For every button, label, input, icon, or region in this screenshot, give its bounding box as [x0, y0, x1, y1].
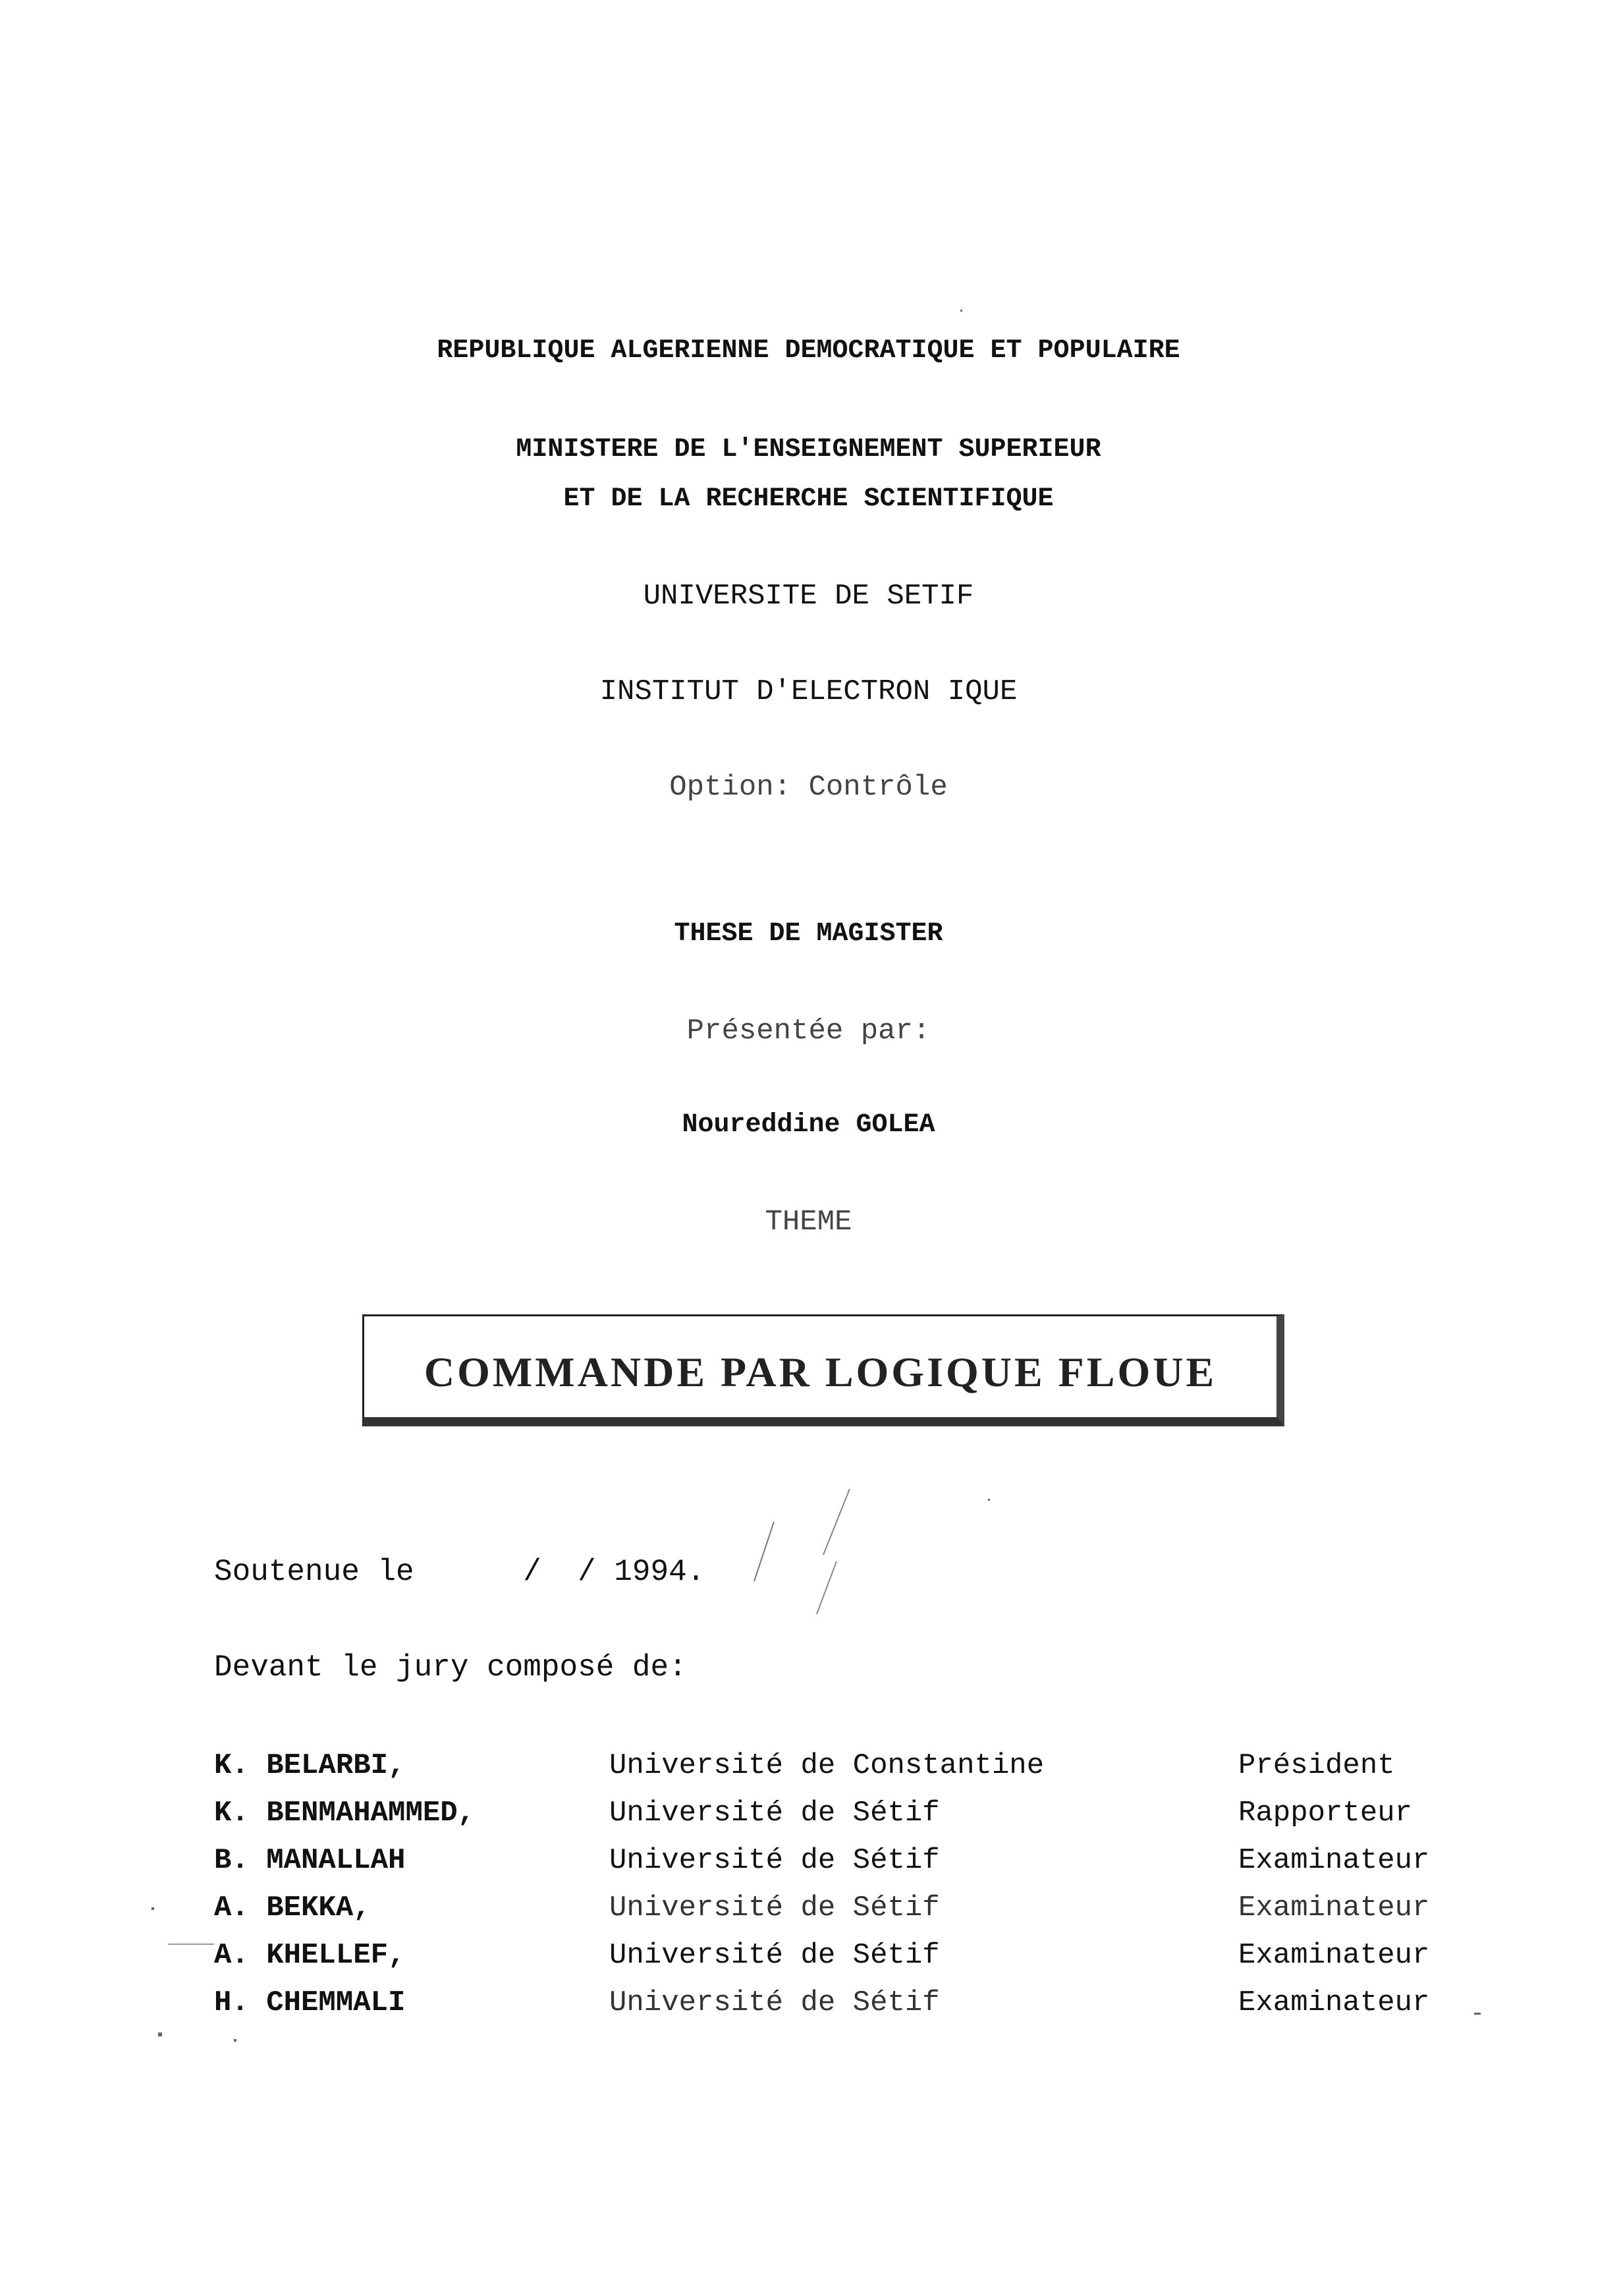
ministere-heading-line2: ET DE LA RECHERCHE SCIENTIFIQUE [563, 484, 1054, 514]
jury-member-institution: Université de Sétif [609, 1986, 940, 2019]
thesis-type: THESE DE MAGISTER [674, 919, 943, 949]
jury-row [0, 1844, 1617, 1890]
jury-member-name: A. KHELLEF, [214, 1939, 406, 1972]
scan-speck [1474, 2013, 1481, 2015]
jury-row [0, 1749, 1617, 1795]
presented-by-label: Présentée par: [686, 1015, 931, 1048]
ministere-heading-line1: MINISTERE DE L'ENSEIGNEMENT SUPERIEUR [516, 435, 1101, 464]
jury-member-role: Président [1238, 1749, 1395, 1782]
jury-member-institution: Université de Constantine [609, 1749, 1045, 1782]
republique-heading: REPUBLIQUE ALGERIENNE DEMOCRATIQUE ET POPULAIRE [437, 336, 1180, 366]
theme-label: THEME [765, 1206, 852, 1239]
jury-member-role: Examinateur [1238, 1891, 1430, 1924]
jury-member-role: Examinateur [1238, 1986, 1430, 2019]
author-name: Noureddine GOLEA [682, 1110, 935, 1140]
scan-speck [151, 1907, 154, 1910]
scan-speck [960, 310, 962, 312]
jury-member-institution: Université de Sétif [609, 1797, 940, 1830]
thesis-title: COMMANDE PAR LOGIQUE FLOUE [424, 1349, 1217, 1395]
theme-title-box [362, 1314, 1284, 1426]
jury-row [0, 1986, 1617, 2032]
jury-member-name: A. BEKKA, [214, 1891, 371, 1924]
scan-speck [234, 2039, 236, 2042]
jury-row [0, 1797, 1617, 1843]
jury-member-role: Examinateur [1238, 1939, 1430, 1972]
jury-member-name: K. BELARBI, [214, 1749, 406, 1782]
scan-speck [168, 1944, 214, 1945]
jury-member-institution: Université de Sétif [609, 1844, 940, 1877]
jury-member-role: Rapporteur [1238, 1797, 1413, 1830]
jury-member-name: B. MANALLAH [214, 1844, 406, 1877]
jury-member-name: K. BENMAHAMMED, [214, 1797, 476, 1830]
jury-member-name: H. CHEMMALI [214, 1986, 406, 2019]
institut-name: INSTITUT D'ELECTRON IQUE [599, 675, 1018, 708]
scan-speck [158, 2032, 162, 2036]
jury-member-institution: Université de Sétif [609, 1891, 940, 1924]
universite-name: UNIVERSITE DE SETIF [643, 580, 974, 613]
jury-row [0, 1891, 1617, 1938]
date-slash-marks [738, 1482, 869, 1627]
jury-row [0, 1939, 1617, 1985]
jury-member-institution: Université de Sétif [609, 1939, 940, 1972]
jury-member-role: Examinateur [1238, 1844, 1430, 1877]
scan-speck [988, 1499, 990, 1501]
defense-date: Soutenue le / / 1994. [214, 1555, 705, 1589]
option-label: Option: Contrôle [669, 771, 948, 804]
jury-intro: Devant le jury composé de: [214, 1650, 687, 1685]
